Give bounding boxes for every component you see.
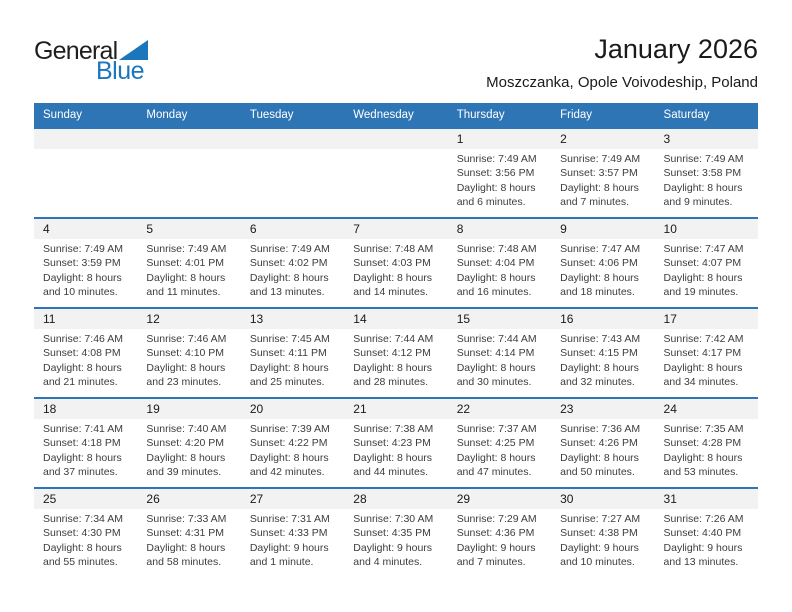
day-detail-line: Sunrise: 7:46 AM xyxy=(146,333,227,345)
day-detail-line: Daylight: 8 hours and 21 minutes. xyxy=(43,361,122,389)
day-detail-line: Sunrise: 7:46 AM xyxy=(43,333,123,345)
day-detail-line: Sunset: 3:59 PM xyxy=(43,257,121,270)
day-number: 5 xyxy=(137,219,240,239)
day-detail-line: Sunrise: 7:38 AM xyxy=(353,423,434,435)
day-detail-line: Daylight: 8 hours and 14 minutes. xyxy=(353,271,433,299)
day-detail-line: Sunrise: 7:39 AM xyxy=(249,423,330,435)
day-detail-line: Sunrise: 7:37 AM xyxy=(456,423,537,435)
day-detail-line: Sunrise: 7:31 AM xyxy=(249,513,330,525)
calendar-day-cell xyxy=(655,129,758,217)
day-detail-lines xyxy=(551,419,654,480)
day-number: 27 xyxy=(241,489,344,509)
day-detail-line: Sunset: 4:36 PM xyxy=(456,527,535,540)
day-detail-lines xyxy=(448,329,551,390)
calendar-day-cell xyxy=(137,219,240,307)
day-number: 18 xyxy=(34,399,137,419)
day-detail-line: Sunset: 4:31 PM xyxy=(146,527,225,540)
page-title: January 2026 xyxy=(594,34,758,64)
day-detail-line: Daylight: 8 hours and 47 minutes. xyxy=(456,451,536,479)
calendar-day-cell xyxy=(241,489,344,577)
day-detail-line: Sunset: 4:06 PM xyxy=(560,257,638,270)
day-number: 26 xyxy=(137,489,240,509)
day-detail-line: Sunset: 4:11 PM xyxy=(249,347,327,360)
general-blue-logo xyxy=(34,37,164,83)
day-detail-lines xyxy=(137,329,240,390)
day-number: 20 xyxy=(241,399,344,419)
calendar-day-cell xyxy=(344,219,447,307)
day-number: 22 xyxy=(448,399,551,419)
day-number: 15 xyxy=(448,309,551,329)
day-detail-lines xyxy=(344,419,447,480)
day-detail-line: Sunset: 4:18 PM xyxy=(43,437,121,450)
logo-text-general: General xyxy=(34,37,118,65)
day-number: 13 xyxy=(241,309,344,329)
calendar-day-cell xyxy=(344,489,447,577)
day-detail-line: Sunset: 4:10 PM xyxy=(146,347,225,360)
day-number: 19 xyxy=(137,399,240,419)
day-detail-line: Sunset: 4:15 PM xyxy=(560,347,638,360)
calendar-grid xyxy=(34,127,758,577)
day-number: 3 xyxy=(655,129,758,149)
day-number: 24 xyxy=(655,399,758,419)
day-number: 28 xyxy=(344,489,447,509)
day-number: 6 xyxy=(241,219,344,239)
day-detail-line: Daylight: 8 hours and 50 minutes. xyxy=(560,451,639,479)
day-detail-line: Sunrise: 7:48 AM xyxy=(353,243,434,255)
day-detail-lines xyxy=(551,239,654,300)
day-detail-line: Daylight: 8 hours and 23 minutes. xyxy=(146,361,226,389)
week-row xyxy=(34,487,758,577)
day-detail-line: Sunrise: 7:33 AM xyxy=(146,513,227,525)
day-detail-line: Sunrise: 7:49 AM xyxy=(663,153,744,165)
calendar-empty-cell xyxy=(34,129,137,217)
week-row xyxy=(34,217,758,307)
calendar-day-cell xyxy=(34,399,137,487)
day-number: 29 xyxy=(448,489,551,509)
calendar-day-cell xyxy=(551,129,654,217)
day-detail-line: Sunset: 4:14 PM xyxy=(456,347,535,360)
calendar-day-cell xyxy=(448,489,551,577)
weekday-header-row xyxy=(34,103,758,127)
calendar-empty-cell xyxy=(241,129,344,217)
day-detail-line: Daylight: 8 hours and 13 minutes. xyxy=(249,271,329,299)
day-detail-line: Sunrise: 7:27 AM xyxy=(560,513,641,525)
day-detail-line: Daylight: 8 hours and 10 minutes. xyxy=(43,271,122,299)
calendar-day-cell xyxy=(34,489,137,577)
day-detail-line: Sunset: 4:23 PM xyxy=(353,437,431,450)
weekday-header: Tuesday xyxy=(249,109,294,121)
week-row xyxy=(34,397,758,487)
day-detail-line: Sunset: 4:25 PM xyxy=(456,437,535,450)
day-detail-lines xyxy=(241,329,344,390)
day-detail-line: Sunrise: 7:49 AM xyxy=(456,153,537,165)
calendar-empty-cell xyxy=(344,129,447,217)
day-detail-line: Daylight: 9 hours and 7 minutes. xyxy=(456,541,536,569)
day-detail-line: Sunrise: 7:43 AM xyxy=(560,333,641,345)
day-detail-line: Sunrise: 7:34 AM xyxy=(43,513,123,525)
calendar-day-cell xyxy=(241,309,344,397)
day-number: 16 xyxy=(551,309,654,329)
calendar-table xyxy=(34,103,758,577)
day-number xyxy=(137,129,240,149)
day-detail-line: Daylight: 8 hours and 44 minutes. xyxy=(353,451,433,479)
weekday-header: Friday xyxy=(560,109,593,121)
day-detail-line: Daylight: 8 hours and 28 minutes. xyxy=(353,361,433,389)
day-number: 8 xyxy=(448,219,551,239)
day-detail-lines xyxy=(551,509,654,570)
day-number: 14 xyxy=(344,309,447,329)
day-detail-line: Daylight: 8 hours and 11 minutes. xyxy=(146,271,226,299)
day-detail-line: Daylight: 8 hours and 18 minutes. xyxy=(560,271,639,299)
day-detail-line: Daylight: 8 hours and 25 minutes. xyxy=(249,361,329,389)
calendar-day-cell xyxy=(241,219,344,307)
calendar-day-cell xyxy=(655,399,758,487)
day-detail-line: Daylight: 8 hours and 34 minutes. xyxy=(663,361,743,389)
day-detail-line: Sunset: 4:04 PM xyxy=(456,257,535,270)
day-number: 4 xyxy=(34,219,137,239)
page-subtitle: Moszczanka, Opole Voivodeship, Poland xyxy=(486,74,758,91)
day-detail-line: Sunrise: 7:42 AM xyxy=(663,333,744,345)
day-detail-lines xyxy=(448,239,551,300)
calendar-day-cell xyxy=(344,309,447,397)
day-detail-line: Sunset: 4:28 PM xyxy=(663,437,742,450)
day-detail-lines xyxy=(344,239,447,300)
day-detail-line: Daylight: 8 hours and 16 minutes. xyxy=(456,271,536,299)
day-detail-lines xyxy=(34,329,137,390)
calendar-day-cell xyxy=(344,399,447,487)
day-detail-line: Daylight: 8 hours and 32 minutes. xyxy=(560,361,639,389)
day-detail-line: Sunrise: 7:41 AM xyxy=(43,423,123,435)
day-detail-lines xyxy=(344,509,447,570)
day-detail-lines xyxy=(551,329,654,390)
day-detail-line: Daylight: 9 hours and 4 minutes. xyxy=(353,541,433,569)
calendar-day-cell xyxy=(551,309,654,397)
day-detail-line: Sunrise: 7:44 AM xyxy=(456,333,537,345)
calendar-day-cell xyxy=(448,219,551,307)
day-number: 31 xyxy=(655,489,758,509)
day-detail-line: Daylight: 9 hours and 10 minutes. xyxy=(560,541,639,569)
day-detail-line: Sunrise: 7:44 AM xyxy=(353,333,434,345)
calendar-day-cell xyxy=(551,489,654,577)
calendar-day-cell xyxy=(551,219,654,307)
day-detail-line: Sunset: 4:40 PM xyxy=(663,527,742,540)
day-detail-line: Daylight: 8 hours and 39 minutes. xyxy=(146,451,226,479)
weekday-header: Wednesday xyxy=(353,109,414,121)
calendar-day-cell xyxy=(448,309,551,397)
day-detail-lines xyxy=(344,329,447,390)
day-detail-line: Daylight: 8 hours and 30 minutes. xyxy=(456,361,536,389)
day-detail-lines xyxy=(34,239,137,300)
day-detail-line: Daylight: 8 hours and 7 minutes. xyxy=(560,181,639,209)
week-row xyxy=(34,307,758,397)
day-detail-line: Sunrise: 7:48 AM xyxy=(456,243,537,255)
day-number: 7 xyxy=(344,219,447,239)
day-detail-lines xyxy=(241,509,344,570)
calendar-day-cell xyxy=(448,129,551,217)
day-detail-line: Daylight: 8 hours and 6 minutes. xyxy=(456,181,536,209)
day-detail-line: Daylight: 8 hours and 9 minutes. xyxy=(663,181,743,209)
day-detail-line: Sunrise: 7:49 AM xyxy=(146,243,227,255)
calendar-day-cell xyxy=(137,399,240,487)
weekday-header: Monday xyxy=(146,109,188,121)
day-detail-line: Sunrise: 7:47 AM xyxy=(663,243,744,255)
day-number: 21 xyxy=(344,399,447,419)
day-detail-line: Sunrise: 7:40 AM xyxy=(146,423,227,435)
calendar-day-cell xyxy=(551,399,654,487)
day-detail-line: Sunset: 3:57 PM xyxy=(560,167,638,180)
day-detail-line: Sunset: 4:22 PM xyxy=(249,437,328,450)
weekday-header: Sunday xyxy=(43,109,83,121)
day-detail-lines xyxy=(448,419,551,480)
day-detail-lines xyxy=(34,419,137,480)
calendar-day-cell xyxy=(655,219,758,307)
calendar-day-cell xyxy=(241,399,344,487)
day-detail-line: Sunset: 4:33 PM xyxy=(249,527,328,540)
weekday-header: Thursday xyxy=(456,109,505,121)
day-detail-line: Sunrise: 7:29 AM xyxy=(456,513,537,525)
day-detail-line: Daylight: 8 hours and 53 minutes. xyxy=(663,451,743,479)
day-detail-line: Sunset: 4:35 PM xyxy=(353,527,431,540)
day-detail-line: Sunset: 3:56 PM xyxy=(456,167,535,180)
day-detail-line: Sunset: 3:58 PM xyxy=(663,167,742,180)
day-detail-line: Daylight: 8 hours and 55 minutes. xyxy=(43,541,122,569)
day-number: 10 xyxy=(655,219,758,239)
day-detail-line: Daylight: 8 hours and 42 minutes. xyxy=(249,451,329,479)
day-detail-lines xyxy=(655,149,758,210)
day-detail-lines xyxy=(137,419,240,480)
day-number: 17 xyxy=(655,309,758,329)
day-detail-line: Sunset: 4:02 PM xyxy=(249,257,328,270)
day-detail-line: Sunset: 4:07 PM xyxy=(663,257,742,270)
day-detail-line: Sunrise: 7:30 AM xyxy=(353,513,434,525)
day-detail-line: Sunset: 4:03 PM xyxy=(353,257,431,270)
day-detail-line: Daylight: 8 hours and 58 minutes. xyxy=(146,541,226,569)
day-number xyxy=(344,129,447,149)
title-block xyxy=(486,34,758,91)
day-detail-lines xyxy=(655,239,758,300)
day-number: 1 xyxy=(448,129,551,149)
day-detail-lines xyxy=(241,239,344,300)
calendar-day-cell xyxy=(655,489,758,577)
day-detail-lines xyxy=(551,149,654,210)
day-detail-line: Sunrise: 7:36 AM xyxy=(560,423,641,435)
calendar-day-cell xyxy=(34,219,137,307)
calendar-day-cell xyxy=(137,309,240,397)
day-detail-line: Sunrise: 7:47 AM xyxy=(560,243,641,255)
day-number: 11 xyxy=(34,309,137,329)
day-detail-line: Sunrise: 7:45 AM xyxy=(249,333,330,345)
day-detail-line: Sunset: 4:26 PM xyxy=(560,437,638,450)
calendar-day-cell xyxy=(448,399,551,487)
day-detail-line: Sunset: 4:01 PM xyxy=(146,257,225,270)
calendar-day-cell xyxy=(137,489,240,577)
weekday-header: Saturday xyxy=(663,109,710,121)
calendar-day-cell xyxy=(34,309,137,397)
day-number: 25 xyxy=(34,489,137,509)
day-detail-line: Sunset: 4:20 PM xyxy=(146,437,225,450)
day-detail-line: Daylight: 8 hours and 19 minutes. xyxy=(663,271,743,299)
day-detail-lines xyxy=(655,509,758,570)
day-number: 30 xyxy=(551,489,654,509)
calendar-empty-cell xyxy=(137,129,240,217)
day-number: 2 xyxy=(551,129,654,149)
day-detail-lines xyxy=(34,509,137,570)
week-row xyxy=(34,127,758,217)
day-detail-lines xyxy=(241,419,344,480)
day-detail-line: Sunrise: 7:49 AM xyxy=(43,243,123,255)
logo-text-blue: Blue xyxy=(96,57,145,85)
day-detail-lines xyxy=(137,509,240,570)
day-detail-lines xyxy=(448,149,551,210)
day-detail-line: Daylight: 9 hours and 1 minute. xyxy=(249,541,329,569)
day-detail-line: Sunset: 4:08 PM xyxy=(43,347,121,360)
day-number xyxy=(34,129,137,149)
day-detail-line: Sunset: 4:30 PM xyxy=(43,527,121,540)
day-detail-line: Daylight: 8 hours and 37 minutes. xyxy=(43,451,122,479)
day-detail-line: Sunset: 4:12 PM xyxy=(353,347,431,360)
day-detail-line: Sunset: 4:38 PM xyxy=(560,527,638,540)
day-detail-line: Sunrise: 7:26 AM xyxy=(663,513,744,525)
day-detail-lines xyxy=(655,419,758,480)
calendar-day-cell xyxy=(655,309,758,397)
day-detail-line: Sunset: 4:17 PM xyxy=(663,347,742,360)
day-number: 9 xyxy=(551,219,654,239)
day-number: 23 xyxy=(551,399,654,419)
day-detail-lines xyxy=(655,329,758,390)
day-detail-lines xyxy=(137,239,240,300)
day-number xyxy=(241,129,344,149)
day-detail-line: Daylight: 9 hours and 13 minutes. xyxy=(663,541,743,569)
day-detail-lines xyxy=(448,509,551,570)
day-detail-line: Sunrise: 7:35 AM xyxy=(663,423,744,435)
day-number: 12 xyxy=(137,309,240,329)
day-detail-line: Sunrise: 7:49 AM xyxy=(249,243,330,255)
day-detail-line: Sunrise: 7:49 AM xyxy=(560,153,641,165)
